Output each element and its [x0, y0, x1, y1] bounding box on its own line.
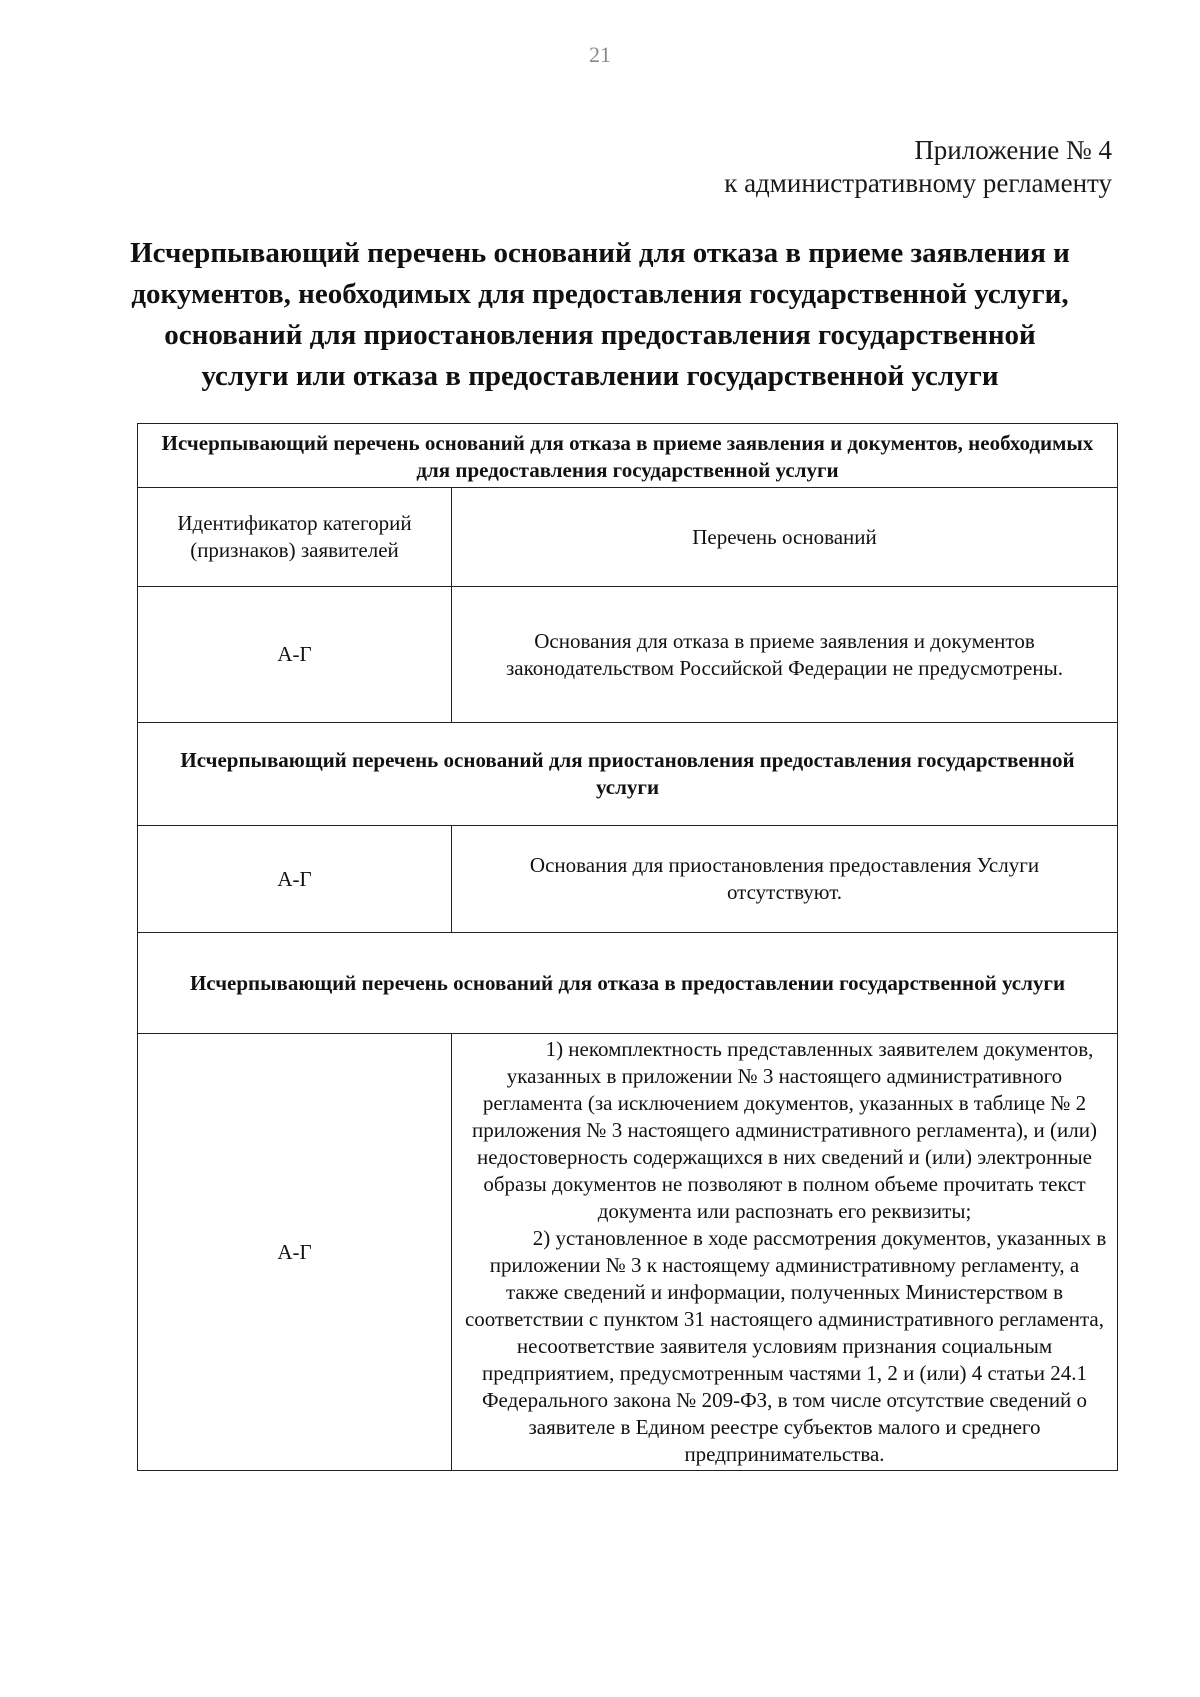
- grounds-table: [137, 423, 1118, 1471]
- column-header-row: [138, 488, 1118, 587]
- grounds-cell: [452, 1034, 1118, 1471]
- document-title: Исчерпывающий перечень оснований для отказа в приеме заявления и документов, необходимых для предоставления государственной услуги, оснований для приостановления предоставления государственной услуги или отказа в предоставлении государственной услуги: [130, 237, 1070, 392]
- section-heading-row: [138, 933, 1118, 1034]
- table-row: [138, 587, 1118, 723]
- column-header-identifier: Идентификатор категорий (признаков) заявителей: [138, 488, 452, 587]
- grounds-item-1: 1) некомплектность представленных заявителем документов, указанных в приложении № 3 настоящего административного регламента (за исключением документов, указанных в таблице № 2 приложения № 3 настоящего административного регламента), и (или) недостоверность содержащихся в них сведений и (или) электронные образы документов не позволяют в полном объеме прочитать текст документа или распознать его реквизиты;: [472, 1037, 1097, 1223]
- applicant-identifier-cell: А-Г: [138, 587, 452, 723]
- table-row: [138, 826, 1118, 933]
- grounds-cell: Основания для приостановления предоставления Услуги отсутствуют.: [452, 826, 1118, 933]
- section-2-heading: Исчерпывающий перечень оснований для приостановления предоставления государственной услуги: [138, 723, 1118, 826]
- section-3-heading: Исчерпывающий перечень оснований для отказа в предоставлении государственной услуги: [138, 933, 1118, 1034]
- page-number: 21: [589, 42, 611, 67]
- appendix-reference: [724, 134, 1112, 200]
- column-header-grounds: Перечень оснований: [452, 488, 1118, 587]
- grounds-item-2: 2) установленное в ходе рассмотрения документов, указанных в приложении № 3 к настоящему административному регламенту, а также сведений и информации, полученных Министерством в соответствии с пунктом 31 настоящего административного регламента, несоответствие заявителя условиям признания социальным предприятием, предусмотренным частями 1, 2 и (или) 4 статьи 24.1 Федерального закона № 209-ФЗ, в том числе отсутствие сведений о заявителе в Едином реестре субъектов малого и среднего предпринимательства.: [464, 1226, 1107, 1466]
- appendix-line-1: Приложение № 4: [914, 135, 1112, 165]
- grounds-cell: Основания для отказа в приеме заявления и документов законодательством Российской Федерации не предусмотрены.: [452, 587, 1118, 723]
- applicant-identifier-cell: А-Г: [138, 1034, 452, 1471]
- applicant-identifier-cell: А-Г: [138, 826, 452, 933]
- section-1-heading: Исчерпывающий перечень оснований для отказа в приеме заявления и документов, необходимых для предоставления государственной услуги: [138, 424, 1118, 488]
- appendix-line-2: к административному регламенту: [724, 168, 1112, 198]
- section-heading-row: [138, 424, 1118, 488]
- table-row: [138, 1034, 1118, 1471]
- section-heading-row: [138, 723, 1118, 826]
